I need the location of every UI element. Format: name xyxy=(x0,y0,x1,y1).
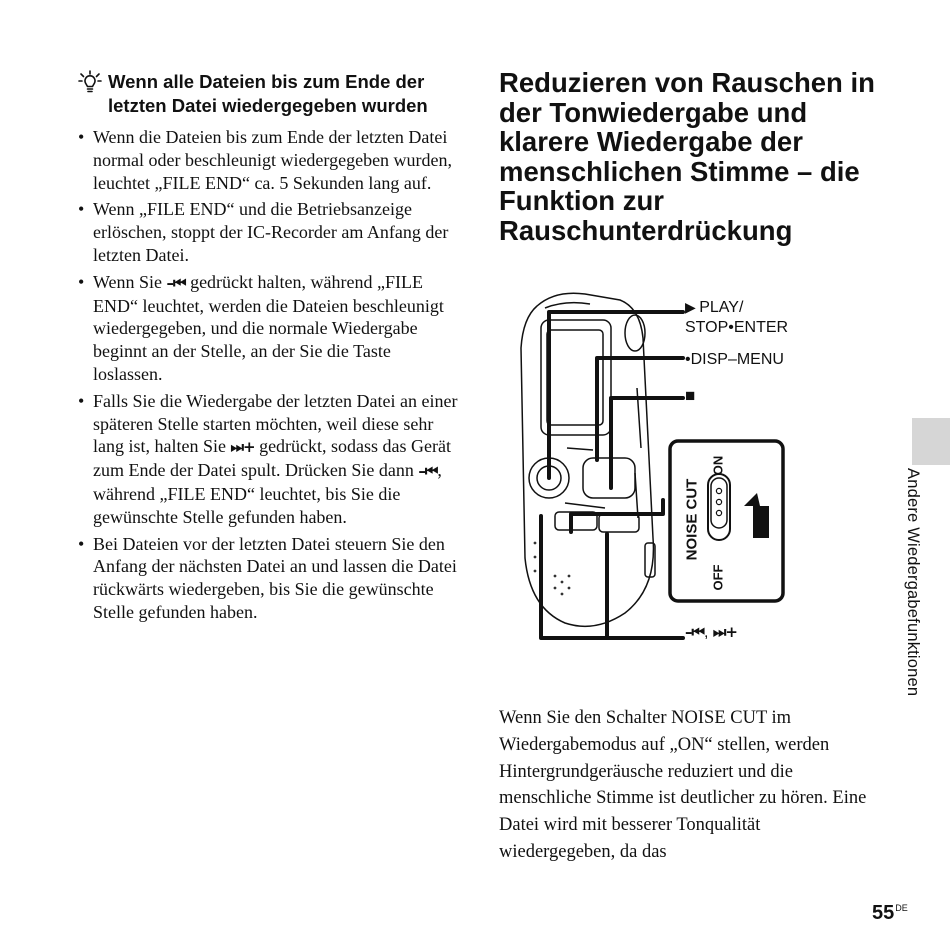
list-item xyxy=(78,271,458,386)
tip-heading xyxy=(78,70,458,118)
next-skip-icon: ⏭+ xyxy=(712,623,737,641)
play-icon: ▶ xyxy=(685,300,695,316)
list-item xyxy=(78,126,458,194)
ic-recorder-drawing xyxy=(515,288,825,648)
tip-heading-text: Wenn alle Dateien bis zum Ende der letzten Datei wiedergegeben wurden xyxy=(108,71,428,116)
bullet-text: gedrückt, sodass das Gerät zum Ende der Datei spult. Drücken Sie dann xyxy=(93,436,452,481)
skip-separator: , xyxy=(704,624,713,641)
page-number xyxy=(872,902,908,925)
list-item xyxy=(78,390,458,529)
bullet-list xyxy=(78,126,458,624)
bullet-text: Wenn die Dateien bis zum Ende der letzten Datei normal oder beschleunigt wiedergegeben wurden, leuchtet „FILE END“ ca. 5 Sekunden lang auf. xyxy=(93,127,453,193)
bullet-text: , während „FILE END“ leuchtet, bis Sie die gewünschte Stelle gefunden haben. xyxy=(93,460,442,527)
display-screen xyxy=(541,320,611,435)
prev-skip-icon: –⏮ xyxy=(685,623,705,641)
side-tab-label: Andere Wiedergabefunktionen xyxy=(904,468,922,697)
bullet-dot: • xyxy=(78,271,85,292)
body-paragraph: Wenn Sie den Schalter NOISE CUT im Wiedergabemodus auf „ON“ stellen, werden Hintergrundgeräusche reduziert und die menschliche Stimme ist deutlicher zu hören. Eine Datei wird mit besserer Tonqualität wiedergegeben, da das xyxy=(499,708,867,862)
prev-skip-icon: –⏮ xyxy=(418,462,438,481)
disp-menu-label: •DISP–MENU xyxy=(685,351,784,368)
bullet-dot: • xyxy=(78,533,85,554)
page-language-code: DE xyxy=(895,903,908,913)
bullet-text: Wenn Sie xyxy=(93,271,167,292)
bullet-text: Falls Sie die Wiedergabe der letzten Datei an einer späteren Stelle starten möchten, weil diese sehr lang ist, halten Sie xyxy=(93,390,458,457)
prev-skip-icon: –⏮ xyxy=(166,273,186,292)
bullet-dot: • xyxy=(78,390,85,411)
section-title: Reduzieren von Rauschen in der Tonwiedergabe und klarere Wiedergabe der menschlichen Stimme – die Funktion zur Rauschunterdrückung xyxy=(499,67,875,246)
list-item xyxy=(78,533,458,624)
bullet-text: Bei Dateien vor der letzten Datei steuern Sie den Anfang der nächsten Datei an und lassen die Datei rückwärts wiedergeben, bis Sie die gewünschte Stelle gefunden haben. xyxy=(93,533,457,622)
switch-knob xyxy=(711,478,727,528)
bullet-dot: • xyxy=(78,127,85,147)
list-item xyxy=(78,198,458,266)
noise-cut-label: NOISE CUT xyxy=(683,478,701,561)
left-column xyxy=(78,70,458,628)
stop-icon: ■ xyxy=(685,386,696,405)
play-stop-enter-label xyxy=(685,298,788,337)
skip-buttons-label xyxy=(685,623,737,642)
lightbulb-hint-icon xyxy=(78,70,102,96)
bullet-text: Wenn „FILE END“ und die Betriebsanzeige erlöschen, stoppt der IC-Recorder am Anfang der letzten Datei. xyxy=(93,199,449,265)
bullet-text: gedrückt halten, während „FILE END“ leuchtet, werden die Dateien beschleunigt wiedergegeben, und die normale Wiedergabe beginnt an der Stelle, an der Sie die Taste loslassen. xyxy=(93,271,444,384)
play-label-line1: PLAY/ xyxy=(699,299,744,316)
bullet-dot: • xyxy=(78,199,85,220)
switch-on-label: ON xyxy=(710,455,726,476)
switch-off-label: OFF xyxy=(710,564,726,591)
page-number-value: 55 xyxy=(872,902,895,924)
next-skip-icon: ⏭+ xyxy=(230,438,255,457)
play-label-line2: STOP•ENTER xyxy=(685,319,789,336)
side-tab-marker xyxy=(912,418,950,465)
play-callout-line xyxy=(549,312,683,478)
device-illustration xyxy=(515,288,825,648)
